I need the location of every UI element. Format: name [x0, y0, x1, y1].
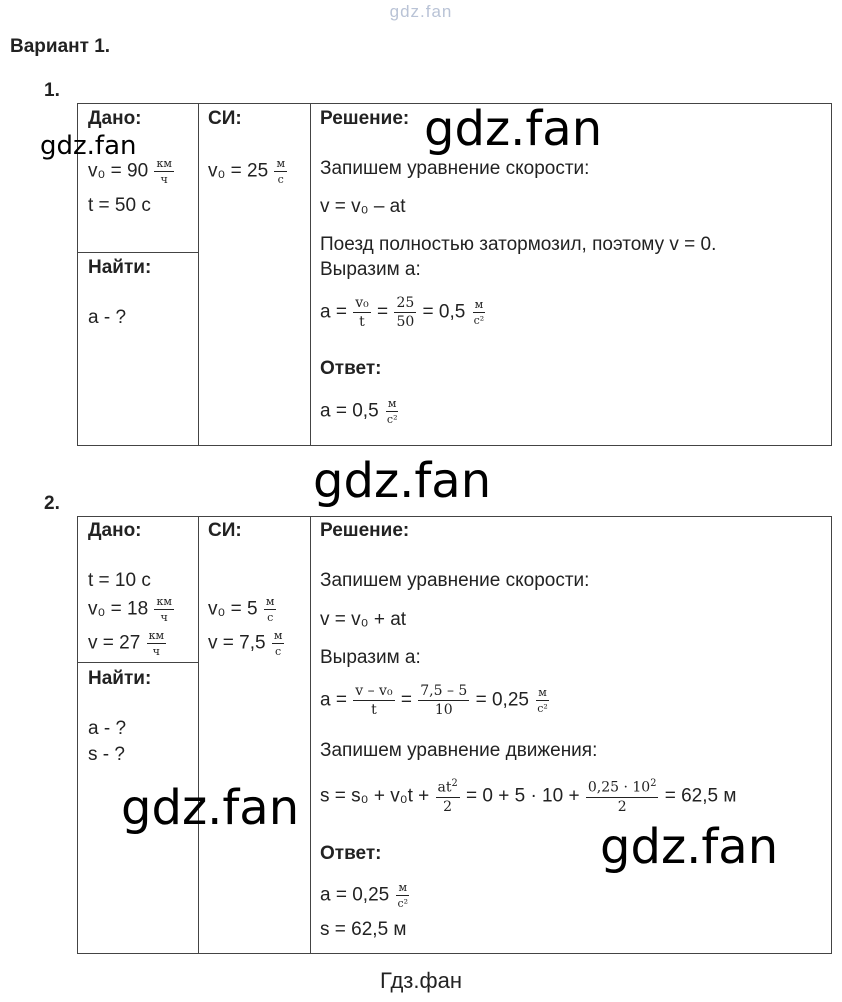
si-value: v = 7,5 $\frac{м}{с}$: [208, 629, 283, 658]
divider: [310, 516, 311, 954]
watermark: gdz.fan: [313, 453, 492, 509]
find-value: a - ?: [88, 307, 127, 328]
watermark: gdz.fan: [121, 780, 300, 836]
answer-value: a = 0,5 $\frac{м}{\text{с²}}$: [320, 397, 398, 426]
solution-line: Запишем уравнение движения:: [320, 740, 598, 761]
find-header: Найти:: [88, 668, 152, 689]
given-value: v = 27 $\frac{км}{ч}$: [88, 629, 165, 658]
divider: [198, 516, 199, 954]
solution-line: v = v₀ + at: [320, 609, 407, 630]
given-value: t = 10 с: [88, 570, 151, 591]
bottom-watermark: Гдз.фан: [380, 968, 462, 993]
solution-line: v = v₀ – at: [320, 196, 406, 217]
solution-line: Выразим a:: [320, 259, 421, 280]
solution-line: Запишем уравнение скорости:: [320, 158, 590, 179]
given-header: Дано:: [88, 520, 142, 541]
formula: a = $\frac{\text{v₀}}{t}$ = $\frac{25}{50}$ = 0,5 $\frac{м}{\text{с²}}$: [320, 295, 485, 330]
formula: a = $\frac{\text{v – v₀}}{t}$ = $\frac{7,5 - 5}{10}$ = 0,25 $\frac{м}{\text{с²}}$: [320, 683, 548, 718]
si-value: v₀ = 25 $\frac{м}{с}$: [208, 157, 286, 186]
solution-line: Выразим a:: [320, 647, 421, 668]
given-value: v₀ = 18 $\frac{км}{ч}$: [88, 595, 172, 624]
answer-value: a = 0,25 $\frac{м}{\text{с²}}$: [320, 881, 409, 910]
divider: [198, 103, 199, 446]
watermark: gdz.fan: [424, 101, 603, 157]
given-value: v₀ = 90 $\frac{км}{ч}$: [88, 157, 172, 186]
si-header: СИ:: [208, 520, 242, 541]
solution-line: Поезд полностью затормозил, поэтому v = 0.: [320, 234, 717, 255]
find-value: a - ?: [88, 718, 127, 739]
watermark: gdz.fan: [40, 131, 137, 161]
solution-header: Решение:: [320, 520, 410, 541]
top-watermark: gdz.fan: [389, 2, 453, 21]
divider: [77, 252, 199, 253]
find-header: Найти:: [88, 257, 152, 278]
formula: s = s₀ + v₀t + $\frac{at^2}{2}$ = 0 + 5 · 10 + $\frac{0,25 \cdot 10^2}{2}$ = 62,5 м: [320, 778, 737, 815]
answer-value: s = 62,5 м: [320, 919, 407, 940]
solution-line: Запишем уравнение скорости:: [320, 570, 590, 591]
si-header: СИ:: [208, 108, 242, 129]
variant-title: Вариант 1.: [10, 36, 111, 57]
answer-header: Ответ:: [320, 843, 382, 864]
given-header: Дано:: [88, 108, 142, 129]
find-value: s - ?: [88, 744, 125, 765]
divider: [77, 662, 199, 663]
problem-1-number: 1.: [44, 80, 60, 101]
answer-header: Ответ:: [320, 358, 382, 379]
si-value: v₀ = 5 $\frac{м}{с}$: [208, 595, 275, 624]
divider: [310, 103, 311, 446]
given-value: t = 50 с: [88, 195, 151, 216]
solution-header: Решение:: [320, 108, 410, 129]
watermark: gdz.fan: [600, 819, 779, 875]
problem-2-number: 2.: [44, 493, 60, 514]
